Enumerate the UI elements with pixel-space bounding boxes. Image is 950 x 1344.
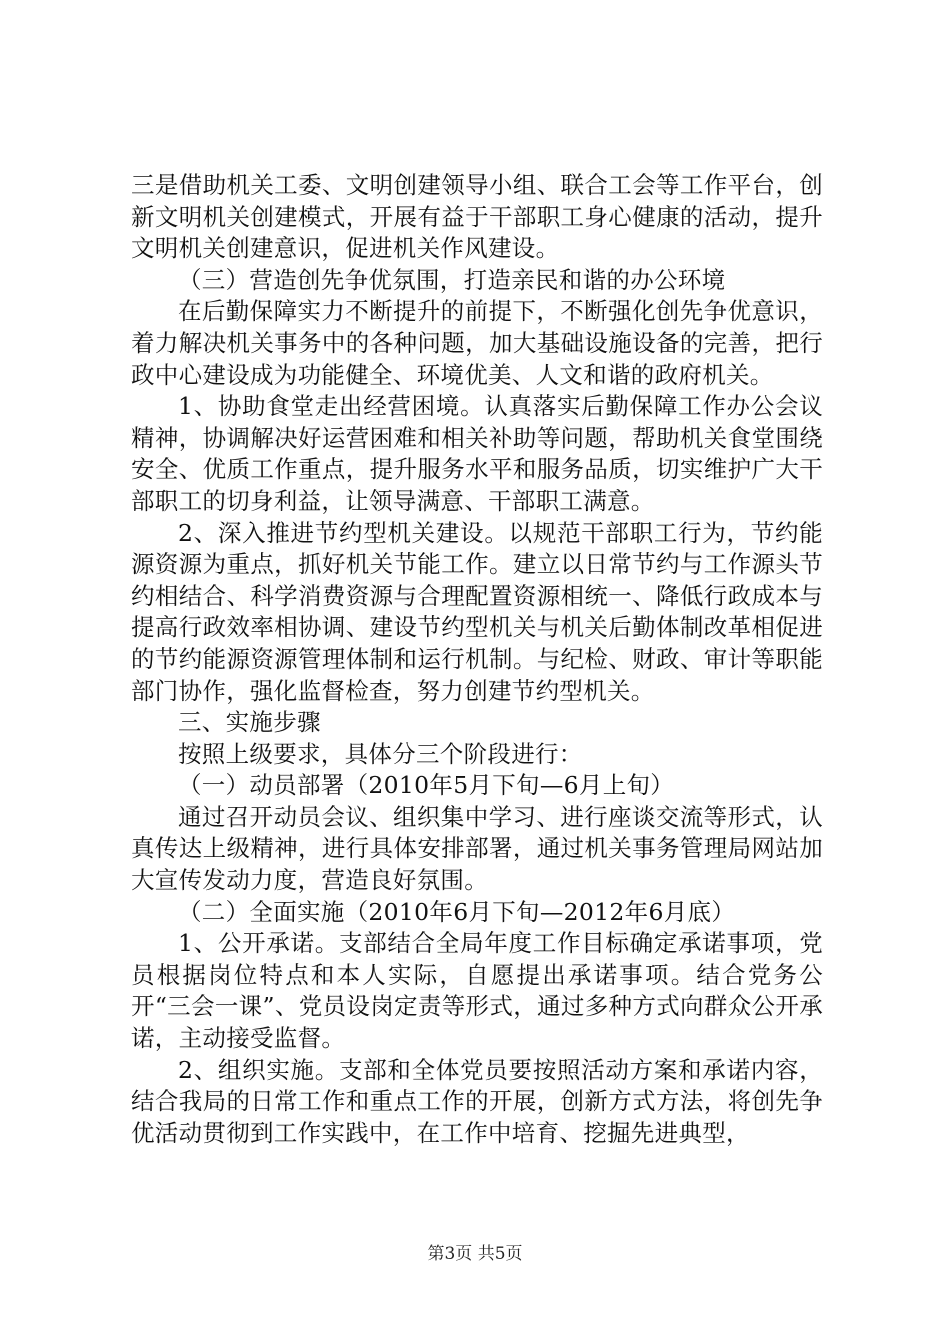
- paragraph: 2、组织实施。支部和全体党员要按照活动方案和承诺内容，结合我局的日常工作和重点工作的开展，创新方式方法，将创先争优活动贯彻到工作实践中，在工作中培育、挖掘先进典型，: [131, 1055, 823, 1147]
- paragraph: 2、深入推进节约型机关建设。以规范干部职工行为，节约能源资源为重点，抓好机关节能工作。建立以日常节约与工作源头节约相结合、科学消费资源与合理配置资源相统一、降低行政成本与提高行政效率相协调、建设节约型机关与机关后勤体制改革相促进的节约能源资源管理体制和运行机制。与纪检、财政、审计等职能部门协作，强化监督检查，努力创建节约型机关。: [131, 518, 823, 705]
- section-heading: （一）动员部署（2010年5月下旬—6月上旬）: [178, 771, 675, 800]
- page-footer: 第3页 共5页: [427, 1244, 523, 1264]
- paragraph: 按照上级要求，具体分三个阶段进行：: [178, 739, 583, 768]
- paragraph: 三是借助机关工委、文明创建领导小组、联合工会等工作平台，创新文明机关创建模式，开展有益于干部职工身心健康的活动，提升文明机关创建意识，促进机关作风建设。: [131, 171, 823, 263]
- paragraph: 在后勤保障实力不断提升的前提下，不断强化创先争优意识，着力解决机关事务中的各种问题，加大基础设施设备的完善，把行政中心建设成为功能健全、环境优美、人文和谐的政府机关。: [131, 297, 823, 389]
- section-heading: （三）营造创先争优氛围，打造亲民和谐的办公环境: [178, 265, 726, 294]
- section-heading: （二）全面实施（2010年6月下旬—2012年6月底）: [178, 897, 736, 926]
- paragraph: 通过召开动员会议、组织集中学习、进行座谈交流等形式，认真传达上级精神，进行具体安排部署，通过机关事务管理局网站加大宣传发动力度，营造良好氛围。: [131, 802, 823, 895]
- section-heading: 三、实施步骤: [178, 708, 321, 737]
- document-body: [131, 170, 823, 1149]
- paragraph: 1、公开承诺。支部结合全局年度工作目标确定承诺事项，党员根据岗位特点和本人实际，自愿提出承诺事项。结合党务公开“三会一课”、党员设岗定责等形式，通过多种方式向群众公开承诺，主动接受监督。: [131, 929, 823, 1053]
- paragraph: 1、协助食堂走出经营困境。认真落实后勤保障工作办公会议精神，协调解决好运营困难和相关补助等问题，帮助机关食堂围绕安全、优质工作重点，提升服务水平和服务品质，切实维护广大干部职工的切身利益，让领导满意、干部职工满意。: [131, 392, 823, 515]
